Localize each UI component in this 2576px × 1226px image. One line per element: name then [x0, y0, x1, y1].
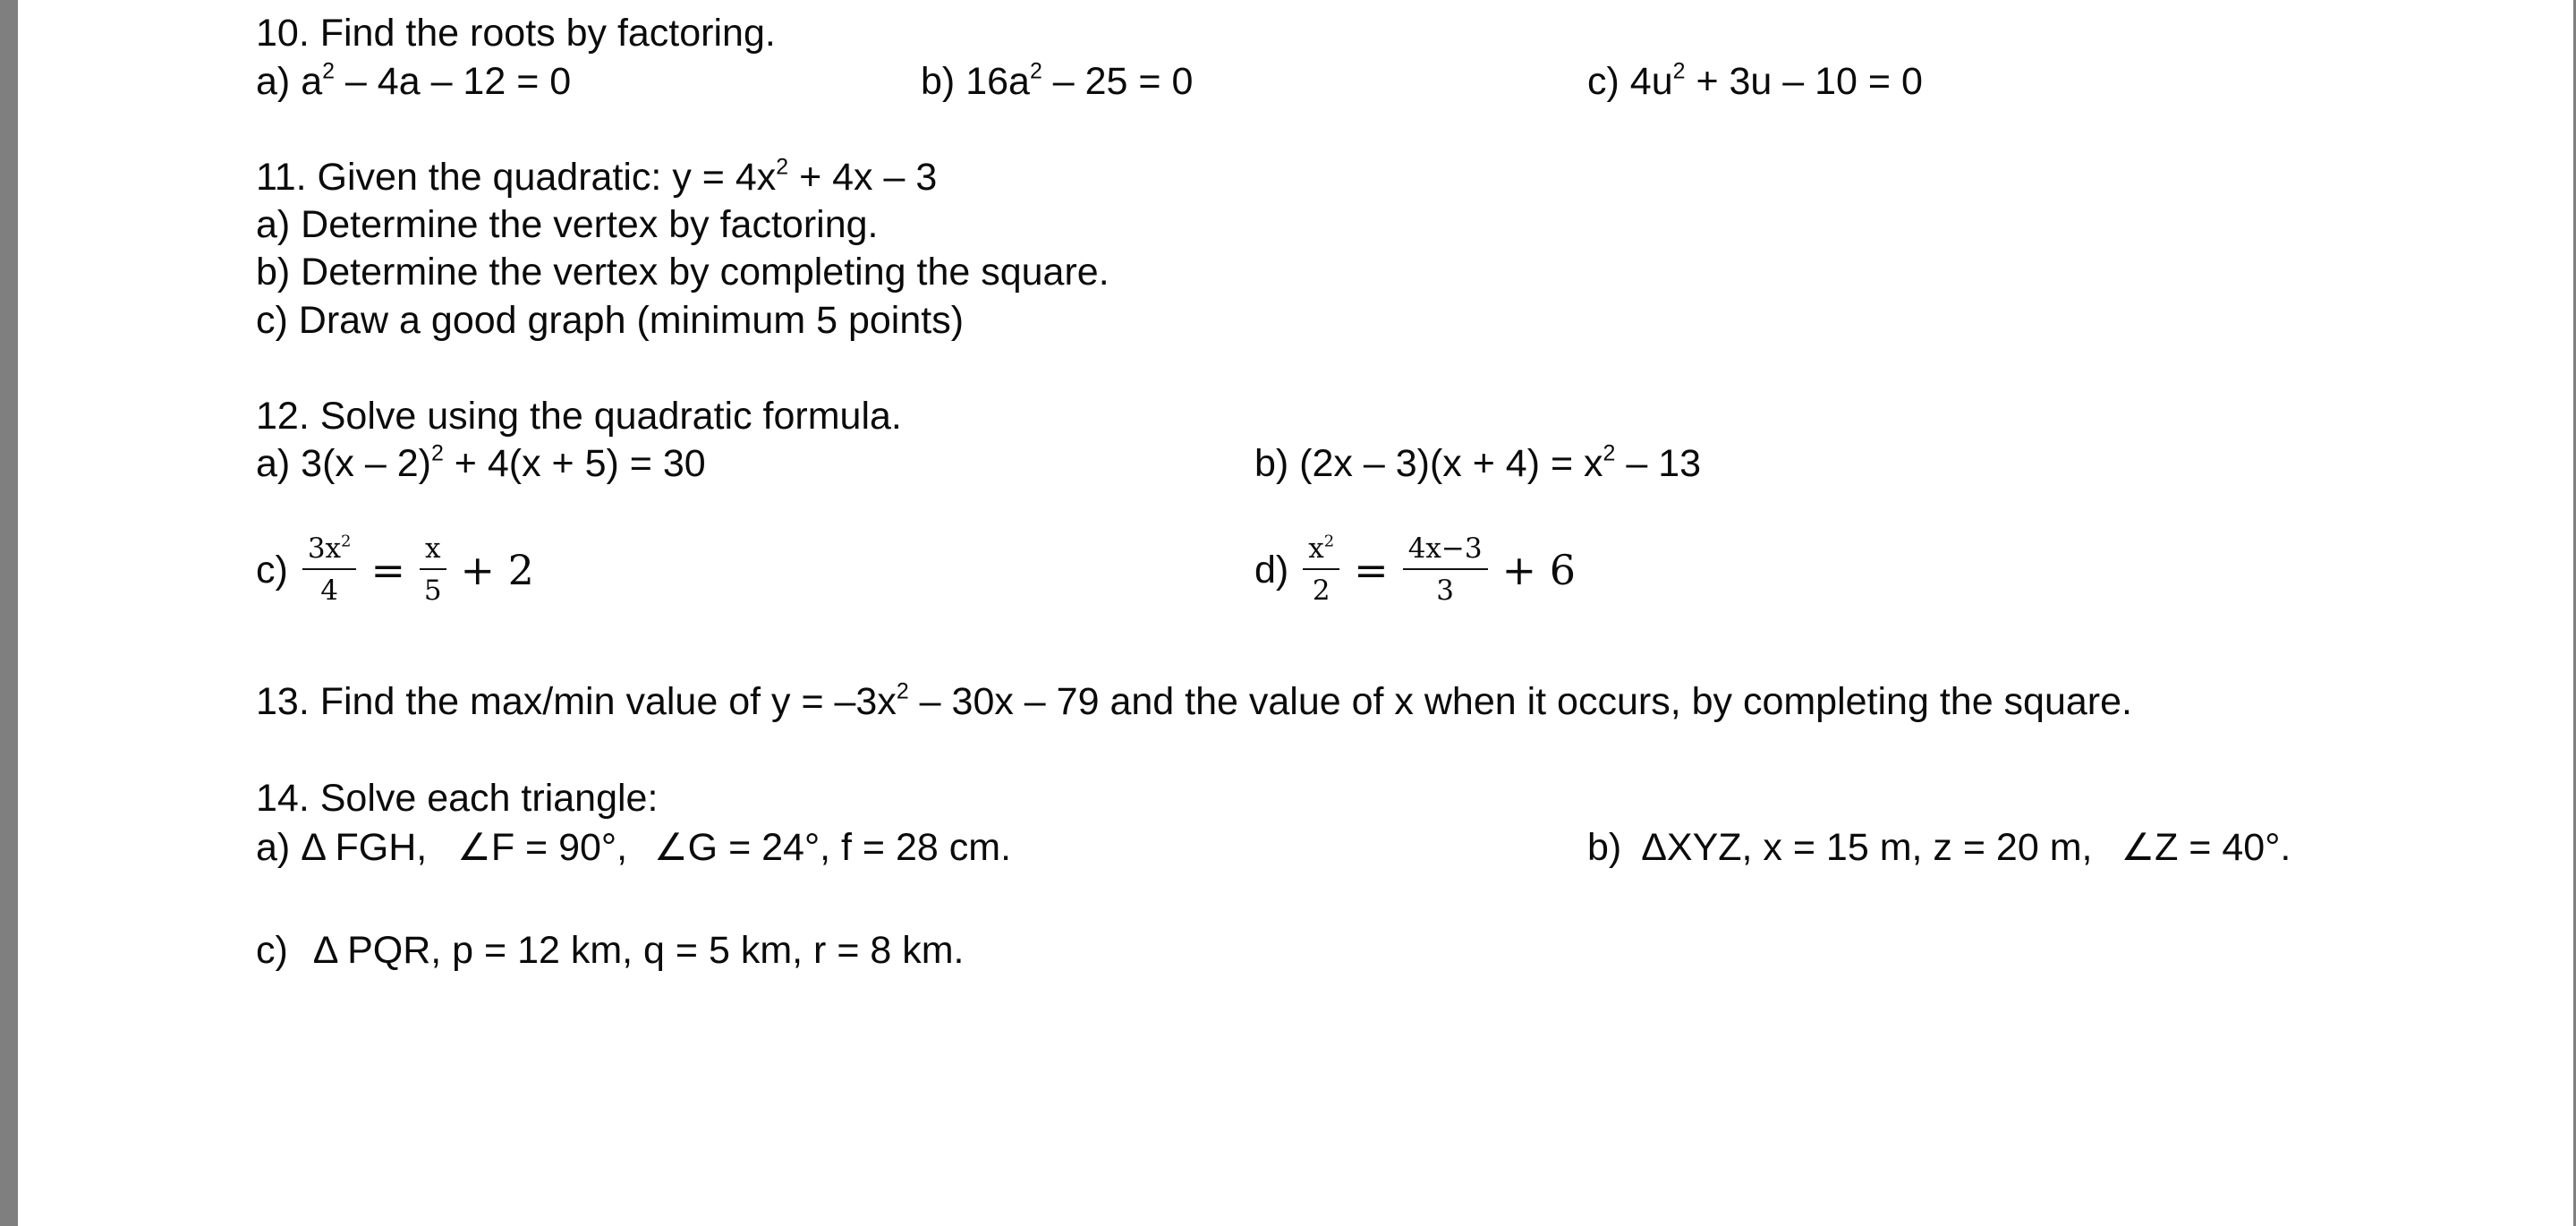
- question-11-part-b: b) Determine the vertex by completing the square.: [256, 251, 1109, 294]
- exponent: 2: [1029, 58, 1042, 84]
- question-12-part-a: [256, 440, 706, 485]
- question-13-exponent: 2: [896, 678, 909, 704]
- numerator-exponent: 2: [1323, 532, 1335, 551]
- fraction-lhs: [302, 532, 357, 607]
- question-14-part-a: [256, 826, 1012, 869]
- question-10-part-b: [921, 58, 1194, 103]
- question-11-title: [256, 154, 938, 199]
- exponent: 2: [1672, 58, 1686, 84]
- question-13-start: 13. Find the max/min value of y = –3x: [256, 680, 897, 723]
- expression-end: + 3u – 10 = 0: [1685, 60, 1923, 103]
- part-label: c): [256, 548, 288, 592]
- angle-icon: ∠: [457, 826, 491, 868]
- expression-end: + 4(x + 5) = 30: [443, 442, 706, 485]
- question-12-part-c: [256, 532, 541, 607]
- expression-end: – 4a – 12 = 0: [334, 60, 572, 103]
- angle-icon: ∠: [2121, 826, 2155, 868]
- part-label: c): [1587, 60, 1630, 103]
- question-14-part-c: [256, 929, 965, 972]
- fraction-numerator: [1303, 532, 1339, 570]
- equation-c: [295, 532, 541, 607]
- question-11-part-a: a) Determine the vertex by factoring.: [256, 203, 879, 246]
- fraction-lhs: [1303, 532, 1339, 607]
- expression-start: a: [301, 60, 323, 103]
- question-13: [256, 678, 2132, 723]
- question-14-title: 14. Solve each triangle:: [256, 777, 659, 820]
- fraction-numerator: [302, 532, 357, 570]
- question-12-part-b: [1254, 440, 1702, 485]
- question-11-part-c: c) Draw a good graph (minimum 5 points): [256, 299, 965, 342]
- question-12-title: 12. Solve using the quadratic formula.: [256, 395, 902, 438]
- part-label: a): [256, 826, 291, 869]
- expression-start: 16a: [965, 60, 1030, 103]
- question-14-part-b: [1587, 826, 2291, 869]
- angle-value: G = 24°, f = 28 cm.: [687, 826, 1012, 869]
- part-label: d): [1254, 548, 1289, 592]
- expression-end: – 25 = 0: [1041, 60, 1194, 103]
- equals-sign: =: [1354, 546, 1389, 594]
- question-11-exponent: 2: [776, 154, 789, 180]
- equals-sign: =: [370, 546, 406, 594]
- part-label: a): [256, 60, 302, 103]
- fraction-rhs: [1403, 532, 1488, 607]
- question-10-part-a: [256, 58, 572, 103]
- document-page: [18, 0, 2573, 1226]
- equation-d: [1296, 532, 1583, 607]
- expression-start: 4u: [1629, 60, 1673, 103]
- expression-start: a) 3(x – 2): [256, 442, 431, 485]
- question-11-title-end: + 4x – 3: [788, 156, 938, 199]
- fraction-rhs: [420, 532, 446, 607]
- question-11-title-start: 11. Given the quadratic: y = 4x: [256, 156, 777, 199]
- fraction-denominator: 3: [1436, 575, 1455, 607]
- numerator-exponent: 2: [341, 532, 352, 551]
- numerator-text: 3x: [307, 532, 342, 565]
- angle-value: F = 90°,: [490, 826, 628, 869]
- question-13-end: – 30x – 79 and the value of x when it occurs, by completing the square.: [908, 680, 2132, 723]
- triangle-name: Δ FGH,: [301, 826, 428, 869]
- numerator-text: x: [1308, 532, 1324, 565]
- question-10-part-c: [1587, 58, 1923, 103]
- triangle-data: ΔXYZ, x = 15 m, z = 20 m,: [1641, 826, 2093, 869]
- exponent: 2: [322, 58, 335, 84]
- part-label: b): [921, 60, 966, 103]
- exponent: 2: [430, 440, 444, 466]
- expression-end: – 13: [1615, 442, 1702, 485]
- part-label: b): [1587, 826, 1622, 869]
- expression-tail: + 6: [1501, 546, 1577, 594]
- expression-start: b) (2x – 3)(x + 4) = x: [1254, 442, 1603, 485]
- part-label: c): [256, 929, 288, 972]
- fraction-denominator: 5: [423, 575, 442, 607]
- angle-icon: ∠: [654, 826, 688, 868]
- fraction-denominator: 4: [320, 575, 339, 607]
- fraction-numerator: 4x−3: [1403, 535, 1488, 570]
- expression-tail: + 2: [460, 546, 534, 594]
- triangle-data: Δ PQR, p = 12 km, q = 5 km, r = 8 km.: [312, 929, 965, 972]
- question-12-part-d: [1254, 532, 1583, 607]
- question-10-title: 10. Find the roots by factoring.: [256, 12, 776, 55]
- fraction-denominator: 2: [1312, 575, 1331, 607]
- exponent: 2: [1603, 440, 1616, 466]
- angle-value: Z = 40°.: [2155, 826, 2291, 869]
- worksheet-content: [18, 0, 2573, 1226]
- fraction-numerator: x: [420, 535, 446, 570]
